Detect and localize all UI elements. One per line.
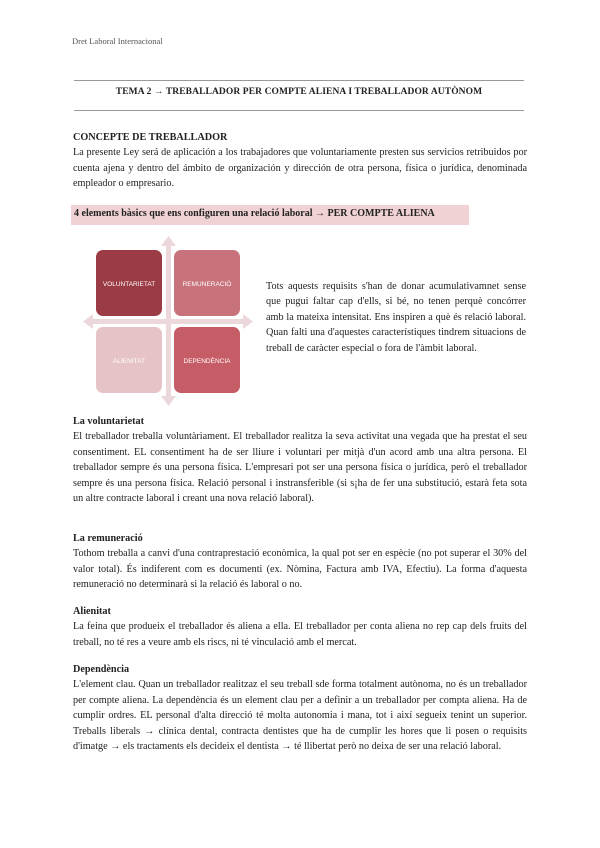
- concept-text: La presente Ley será de aplicación a los trabajadores que voluntariamente presten sus servicios retribuidos por cuenta ajena y dentro del ámbito de organización y dirección de otra persona, física o jurídica, denominada empleador o empresario.: [73, 147, 527, 190]
- section-dependencia-heading: Dependència: [73, 664, 130, 675]
- section-remuneracio-text: Tothom treballa a canvi d'una contraprestació econòmica, la qual pot ser en espècie (no pot superar el 30% del valor total). És indiferent com es documenti (ex. Nòmina, Factura amb IVA, Efectiu). La forma d'aquesta remuneració no determinarà si la relació és laboral o no.: [73, 548, 527, 591]
- box-dependencia: [174, 327, 240, 393]
- section-alienitat-text: La feina que produeix el treballador és aliena a ella. El treballador per conta aliena no rep cap dels fruits del treball, no té res a veure amb els riscs, ni té vinculació amb el mercat.: [73, 621, 527, 648]
- section-voluntarietat: [73, 414, 527, 506]
- highlight-text-part2: → PER COMPTE ALIENA: [312, 208, 435, 219]
- box-voluntarietat: [96, 250, 162, 316]
- section-remuneracio: [73, 531, 527, 593]
- box-voluntarietat-label: VOLUNTARIETAT: [102, 281, 156, 288]
- section-remuneracio-heading: La remuneració: [73, 533, 143, 544]
- highlight-text: [74, 208, 435, 219]
- box-alienitat: [96, 327, 162, 393]
- elements-diagram: [83, 236, 253, 406]
- arrow-head-up: [161, 236, 176, 246]
- title-top-rule: [74, 80, 524, 81]
- page-title: TEMA 2 → TREBALLADOR PER COMPTE ALIENA I TREBALLADOR AUTÒNOM: [115, 87, 483, 97]
- section-dependencia-text: L'element clau. Quan un treballador realitzaz el seu treball sde forma totalment autònoma, no és un treballador per compte aliena. La dependència és un element clau per a definir a un treballador per compta aliena. Ha de cumplir ordres. EL personal d'alta direcció té molta autonomia i mana, tot i així segueix tenint un superior. Treballs liberals → clínica dental, contracta dentistes que ha de cumplir les hores que li posen o requisits d'imatge → els tractaments els decideix el dentista → té llibertat però no deixa de ser una relació laboral.: [73, 679, 527, 753]
- section-alienitat-heading: Alienitat: [73, 606, 111, 617]
- box-remuneracio-label: REMUNERACIÓ: [182, 281, 232, 288]
- section-voluntarietat-heading: La voluntarietat: [73, 416, 145, 427]
- arrow-head-down: [161, 396, 176, 406]
- concept-section: [73, 130, 527, 192]
- title-bottom-rule: [74, 110, 524, 111]
- box-remuneracio: [174, 250, 240, 316]
- section-dependencia: [73, 662, 527, 754]
- concept-heading: CONCEPTE DE TREBALLADOR: [73, 132, 228, 143]
- section-voluntarietat-text: El treballador treballa voluntàriament. El treballador realitza la seva activitat una vegada que ha prestat el seu consentiment. EL consentiment ha de ser lliure i voluntari per mitjà d'un acord amb una altra persona. El treballador sempre és una persona física. L'empresari pot ser una persona física o jurídica, però el treballador sempre és una persona física. Relació personal i instransferible (si s¡ha de fer una substitució, estarà feta sota un altre contracte laboral i creant una nova relació laboral).: [73, 431, 527, 505]
- box-dependencia-label: DEPENDÈNCIA: [183, 358, 231, 365]
- arrow-head-left: [83, 314, 93, 329]
- arrow-head-right: [243, 314, 253, 329]
- highlight-text-part1: 4 elements bàsics que ens configuren una relació laboral: [74, 208, 313, 219]
- requirements-paragraph: Tots aquests requisits s'han de donar acumulativamnet sense que pugui faltar cap d'ells, si bé, no tenen perquè concórrer amb la mateixa intensitat. Ens inspiren a què és relació laboral. Quan falti una d'aquestes característiques tindrem situacions de treball de caràcter especial o fora de l'àmbit laboral.: [266, 281, 526, 354]
- section-alienitat: [73, 604, 527, 650]
- box-alienitat-label: ALIENITAT: [113, 358, 145, 365]
- running-header: Dret Laboral Internacional: [72, 36, 163, 46]
- horizontal-arrow-shaft: [87, 319, 249, 324]
